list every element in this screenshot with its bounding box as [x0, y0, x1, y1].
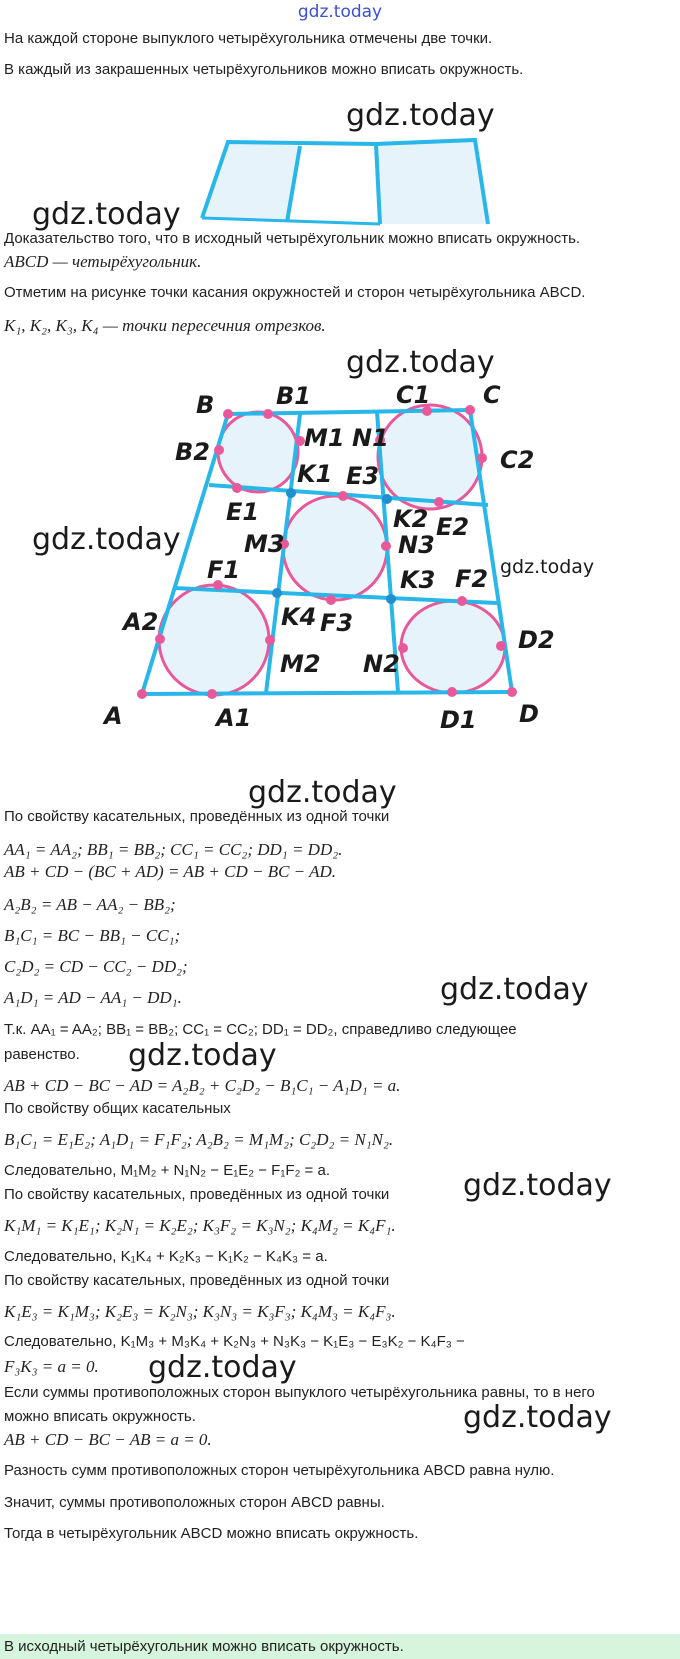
text-line-33: В исходный четырёхугольник можно вписать окружность.	[4, 1638, 404, 1655]
label-D2: D2	[518, 626, 555, 654]
text-line-1: На каждой стороне выпуклого четырёхугольника отмечены две точки.	[4, 30, 493, 47]
label-M3: M3	[244, 530, 285, 558]
watermark: gdz.today	[463, 1400, 612, 1435]
text-line-2: В каждый из закрашенных четырёхугольников можно вписать окружность.	[4, 61, 524, 78]
text-line-13: A₁D₁ = AD − AA₁ − DD₁.	[4, 988, 182, 1007]
text-line-5: Отметим на рисунке точки касания окружностей и сторон четырёхугольника ABCD.	[4, 284, 586, 301]
text-line-29: AB + CD − BC − AB = a = 0.	[4, 1430, 212, 1449]
label-B: B	[196, 391, 215, 419]
text-line-18: B₁C₁ = E₁E₂; A₁D₁ = F₁F₂; A₂B₂ = M₁M₂; C₂D₂ = N₁N₂.	[4, 1130, 394, 1149]
label-N1: N1	[352, 424, 389, 452]
text-line-11: B₁C₁ = BC − BB₁ − CC₁;	[4, 926, 181, 945]
label-N3: N3	[398, 531, 435, 559]
label-K3: K3	[400, 566, 436, 594]
circle-bottom-right	[401, 601, 505, 693]
text-line-8: AA₁ = AA₂; BB₁ = BB₂; CC₁ = CC₂; DD₁ = DD₂.	[4, 840, 343, 859]
watermark: gdz.today	[148, 1350, 297, 1385]
text-line-30: Разность сумм противоположных сторон четырёхугольника ABCD равна нулю.	[4, 1462, 555, 1479]
watermark: gdz.today	[463, 1168, 612, 1203]
label-C1: C1	[396, 381, 431, 409]
text-line-27: Если суммы противоположных сторон выпуклого четырёхугольника равны, то в него	[4, 1384, 595, 1401]
label-A1: A1	[216, 704, 252, 732]
text-line-21: K₁M₁ = K₁E₁; K₂N₁ = K₂E₂; K₃F₂ = K₃N₂; K₄M₂ = K₄F₁.	[4, 1216, 396, 1235]
label-K2: K2	[393, 505, 429, 533]
text-line-12: C₂D₂ = CD − CC₂ − DD₂;	[4, 957, 188, 976]
text-line-28: можно вписать окружность.	[4, 1408, 196, 1425]
top-watermark: gdz.today	[297, 2, 383, 22]
strip-cell-1	[202, 142, 300, 222]
watermark: gdz.today	[128, 1038, 277, 1073]
quadrilateral-figure	[100, 380, 580, 780]
text-line-19: Следовательно, M₁M₂ + N₁N₂ − E₁E₂ − F₁F₂ = a.	[4, 1162, 330, 1179]
label-C: C	[483, 381, 501, 409]
text-line-26: F₃K₃ = a = 0.	[4, 1357, 99, 1376]
watermark: gdz.today	[32, 522, 181, 557]
circle-top-left	[218, 412, 298, 492]
text-line-32: Тогда в четырёхугольник ABCD можно вписать окружность.	[4, 1525, 419, 1542]
label-A2: A2	[123, 608, 159, 636]
watermark: gdz.today	[346, 345, 495, 380]
circle-middle	[283, 496, 387, 600]
label-F2: F2	[455, 565, 489, 593]
text-line-23: По свойству касательных, проведённых из одной точки	[4, 1272, 390, 1289]
circle-top-right	[378, 405, 482, 509]
text-line-6: K₁, K₂, K₃, K₄ — точки пересечния отрезков.	[4, 316, 326, 335]
label-C2: C2	[500, 446, 535, 474]
watermark: gdz.today	[32, 197, 181, 232]
label-D: D	[519, 700, 539, 728]
text-line-22: Следовательно, K₁K₄ + K₂K₃ − K₁K₂ − K₄K₃ = a.	[4, 1248, 328, 1265]
text-line-7: По свойству касательных, проведённых из одной точки	[4, 808, 390, 825]
label-F1: F1	[207, 556, 241, 584]
text-line-25: Следовательно, K₁M₃ + M₃K₄ + K₂N₃ + N₃K₃ − K₁E₃ − E₃K₂ − K₄F₃ −	[4, 1333, 465, 1350]
text-line-31: Значит, суммы противоположных сторон ABCD равны.	[4, 1494, 385, 1511]
label-E3: E3	[346, 462, 380, 490]
strip-bottom	[202, 218, 380, 224]
watermark: gdz.today	[500, 556, 595, 578]
label-M2: M2	[280, 650, 321, 678]
label-A: A	[104, 702, 123, 730]
label-F3: F3	[320, 609, 354, 637]
label-K1: K1	[297, 460, 333, 488]
strip-cell-3	[376, 140, 488, 224]
label-B2: B2	[175, 438, 210, 466]
strip-figure	[190, 130, 500, 230]
label-K4: K4	[281, 603, 317, 631]
text-line-17: По свойству общих касательных	[4, 1100, 231, 1117]
text-line-16: AB + CD − BC − AD = A₂B₂ + C₂D₂ − B₁C₁ − A₁D₁ = a.	[4, 1076, 401, 1095]
text-line-15: равенство.	[4, 1046, 80, 1063]
label-N2: N2	[363, 650, 400, 678]
watermark: gdz.today	[346, 98, 495, 133]
label-B1: B1	[276, 382, 311, 410]
label-D1: D1	[440, 706, 477, 734]
text-line-3: Доказательство того, что в исходный четырёхугольник можно вписать окружность.	[4, 230, 581, 247]
watermark: gdz.today	[440, 972, 589, 1007]
text-line-24: K₁E₃ = K₁M₃; K₂E₃ = K₂N₃; K₃N₃ = K₃F₃; K₄M₃ = K₄F₃.	[4, 1302, 396, 1321]
label-E1: E1	[226, 498, 260, 526]
text-line-4: ABCD — четырёхугольник.	[4, 252, 202, 271]
text-line-14: Т.к. AA₁ = AA₂; BB₁ = BB₂; CC₁ = CC₂; DD₁ = DD₂, справедливо следующее	[4, 1021, 517, 1038]
text-line-9: AB + CD − (BC + AD) = AB + CD − BC − AD.	[4, 862, 336, 881]
text-line-20: По свойству касательных, проведённых из одной точки	[4, 1186, 390, 1203]
watermark: gdz.today	[248, 775, 397, 810]
label-M1: M1	[304, 424, 345, 452]
text-line-10: A₂B₂ = AB − AA₂ − BB₂;	[4, 895, 176, 914]
circle-bottom-left	[159, 585, 269, 695]
label-E2: E2	[436, 513, 470, 541]
